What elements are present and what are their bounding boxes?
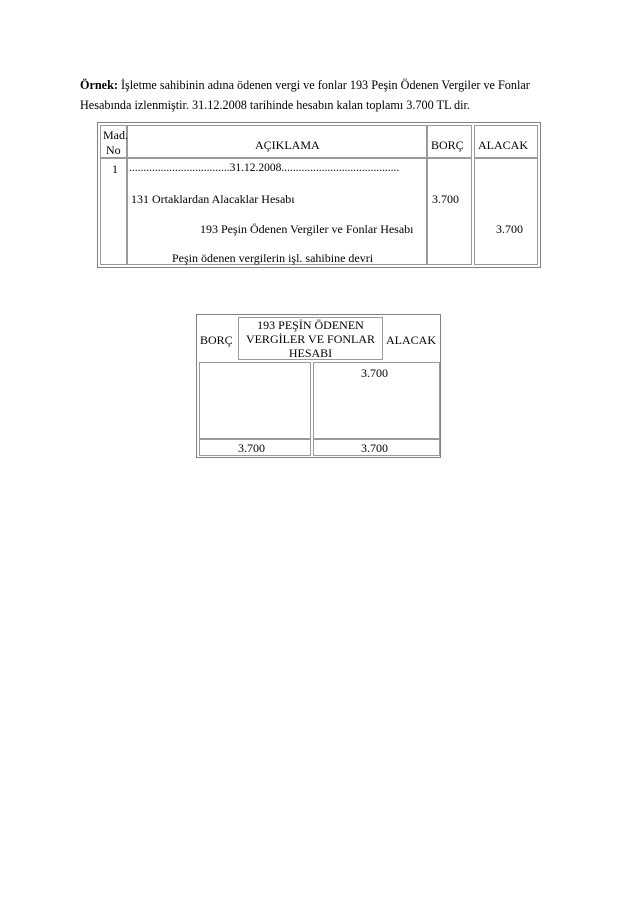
t-account-credit-entry: 3.700 <box>361 366 388 380</box>
entry-description-cell <box>127 158 427 265</box>
entry-date-line: ...................................31.12.2008......................................... <box>129 162 400 174</box>
t-account-borc-label: BORÇ <box>200 333 233 347</box>
t-account-debit-side <box>199 362 311 439</box>
header-borc: BORÇ <box>427 125 472 158</box>
t-account-credit-total: 3.700 <box>361 441 388 455</box>
credit-account: 193 Peşin Ödenen Vergiler ve Fonlar Hesabı <box>200 222 414 236</box>
entry-no: 1 <box>112 162 118 176</box>
t-account-title-line-2: VERGİLER VE FONLAR <box>245 332 376 346</box>
t-account-credit-side <box>313 362 440 439</box>
intro-line-1: Örnek: İşletme sahibinin adına ödenen vergi ve fonlar 193 Peşin Ödenen Vergiler ve Fonlar <box>80 78 530 92</box>
t-account-title-line-3: HESABI <box>288 346 333 360</box>
entry-borc-cell <box>427 158 472 265</box>
entry-alacak-cell <box>474 158 538 265</box>
intro-paragraph <box>80 75 580 115</box>
header-mad: Mad. <box>103 128 128 142</box>
t-account-debit-total-cell <box>199 439 311 456</box>
header-mad-no <box>100 125 127 158</box>
journal-table <box>97 122 541 268</box>
intro-line-2: Hesabında izlenmiştir. 31.12.2008 tarihinde hesabın kalan toplamı 3.700 TL dir. <box>80 98 470 112</box>
entry-explanation: Peşin ödenen vergilerin işl. sahibine devri <box>172 251 374 265</box>
header-no: No <box>106 143 121 157</box>
header-aciklama: AÇIKLAMA <box>127 125 427 158</box>
t-account-debit-total: 3.700 <box>238 441 265 455</box>
t-account-credit-total-cell <box>313 439 440 456</box>
t-account <box>196 314 441 458</box>
entry-no-cell <box>100 158 127 265</box>
credit-amount: 3.700 <box>496 222 523 236</box>
t-account-alacak-label: ALACAK <box>386 333 436 347</box>
debit-amount: 3.700 <box>432 192 459 206</box>
header-alacak: ALACAK <box>474 125 538 158</box>
example-label: Örnek: <box>80 78 118 92</box>
debit-account: 131 Ortaklardan Alacaklar Hesabı <box>131 192 295 206</box>
t-account-title-line-1: 193 PEŞİN ÖDENEN <box>257 318 364 332</box>
t-account-title <box>238 317 383 360</box>
